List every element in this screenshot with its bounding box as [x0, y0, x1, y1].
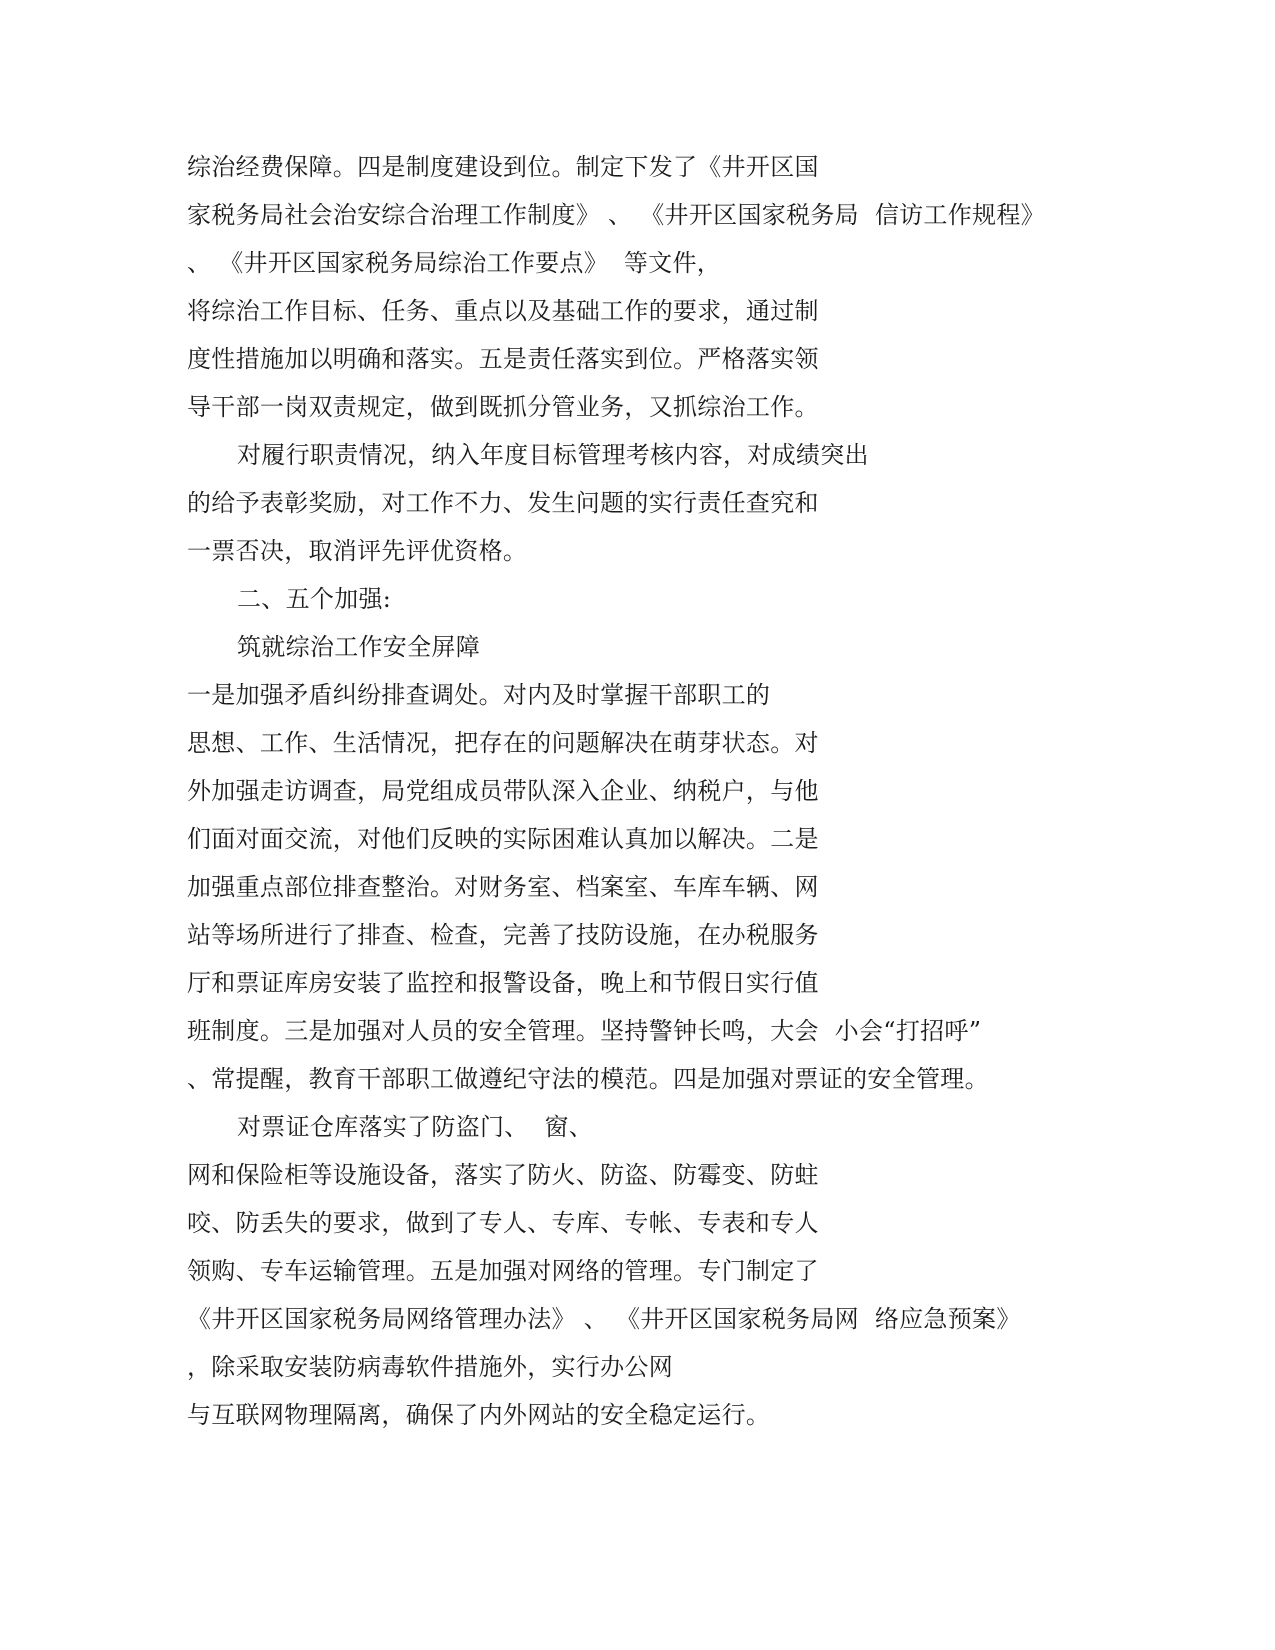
text-line: 厅和票证库房安装了监控和报警设备，晚上和节假日实行值	[187, 969, 819, 997]
text-line: 思想、工作、生活情况，把存在的问题解决在萌芽状态。对	[187, 729, 819, 757]
text-line: 领购、专车运输管理。五是加强对网络的管理。专门制定了	[187, 1257, 819, 1285]
text-line: 外加强走访调查，局党组成员带队深入企业、纳税户，与他	[187, 777, 819, 805]
text-line: 网和保险柜等设施设备，落实了防火、防盗、防霉变、防蛀	[187, 1161, 819, 1189]
text-line: 家税务局社会治安综合治理工作制度》 、 《井开区国家税务局 信访工作规程》	[187, 201, 1045, 229]
text-line: 加强重点部位排查整治。对财务室、档案室、车库车辆、网	[187, 873, 819, 901]
section-subheading: 筑就综治工作安全屏障	[237, 633, 480, 661]
text-line: 、常提醒，教育干部职工做遵纪守法的模范。四是加强对票证的安全管理。	[187, 1065, 989, 1093]
text-line: 导干部一岗双责规定，做到既抓分管业务，又抓综治工作。	[187, 393, 819, 421]
text-line: 们面对面交流，对他们反映的实际困难认真加以解决。二是	[187, 825, 819, 853]
text-line: 一是加强矛盾纠纷排查调处。对内及时掌握干部职工的	[187, 681, 771, 709]
text-line: 班制度。三是加强对人员的安全管理。坚持警钟长鸣，大会 小会“打招呼”	[187, 1017, 982, 1045]
text-line: 、 《井开区国家税务局综治工作要点》 等文件，	[187, 249, 722, 277]
text-line: 对履行职责情况，纳入年度目标管理考核内容，对成绩突出	[237, 441, 869, 469]
section-heading: 二、五个加强:	[237, 585, 392, 613]
text-line: 《井开区国家税务局网络管理办法》 、 《井开区国家税务局网 络应急预案》	[187, 1305, 1021, 1333]
text-line: 的给予表彰奖励，对工作不力、发生问题的实行责任查究和	[187, 489, 819, 517]
text-line: 将综治工作目标、任务、重点以及基础工作的要求，通过制	[187, 297, 819, 325]
text-line: 与互联网物理隔离，确保了内外网站的安全稳定运行。	[187, 1401, 771, 1429]
text-line: 综治经费保障。四是制度建设到位。制定下发了《井开区国	[187, 153, 819, 181]
text-line: 对票证仓库落实了防盗门、 窗、	[237, 1113, 594, 1141]
text-line: ，除采取安装防病毒软件措施外，实行办公网	[187, 1353, 673, 1381]
text-line: 度性措施加以明确和落实。五是责任落实到位。严格落实领	[187, 345, 819, 373]
text-line: 站等场所进行了排查、检查，完善了技防设施，在办税服务	[187, 921, 819, 949]
text-line: 一票否决，取消评先评优资格。	[187, 537, 528, 565]
text-line: 咬、防丢失的要求，做到了专人、专库、专帐、专表和专人	[187, 1209, 819, 1237]
